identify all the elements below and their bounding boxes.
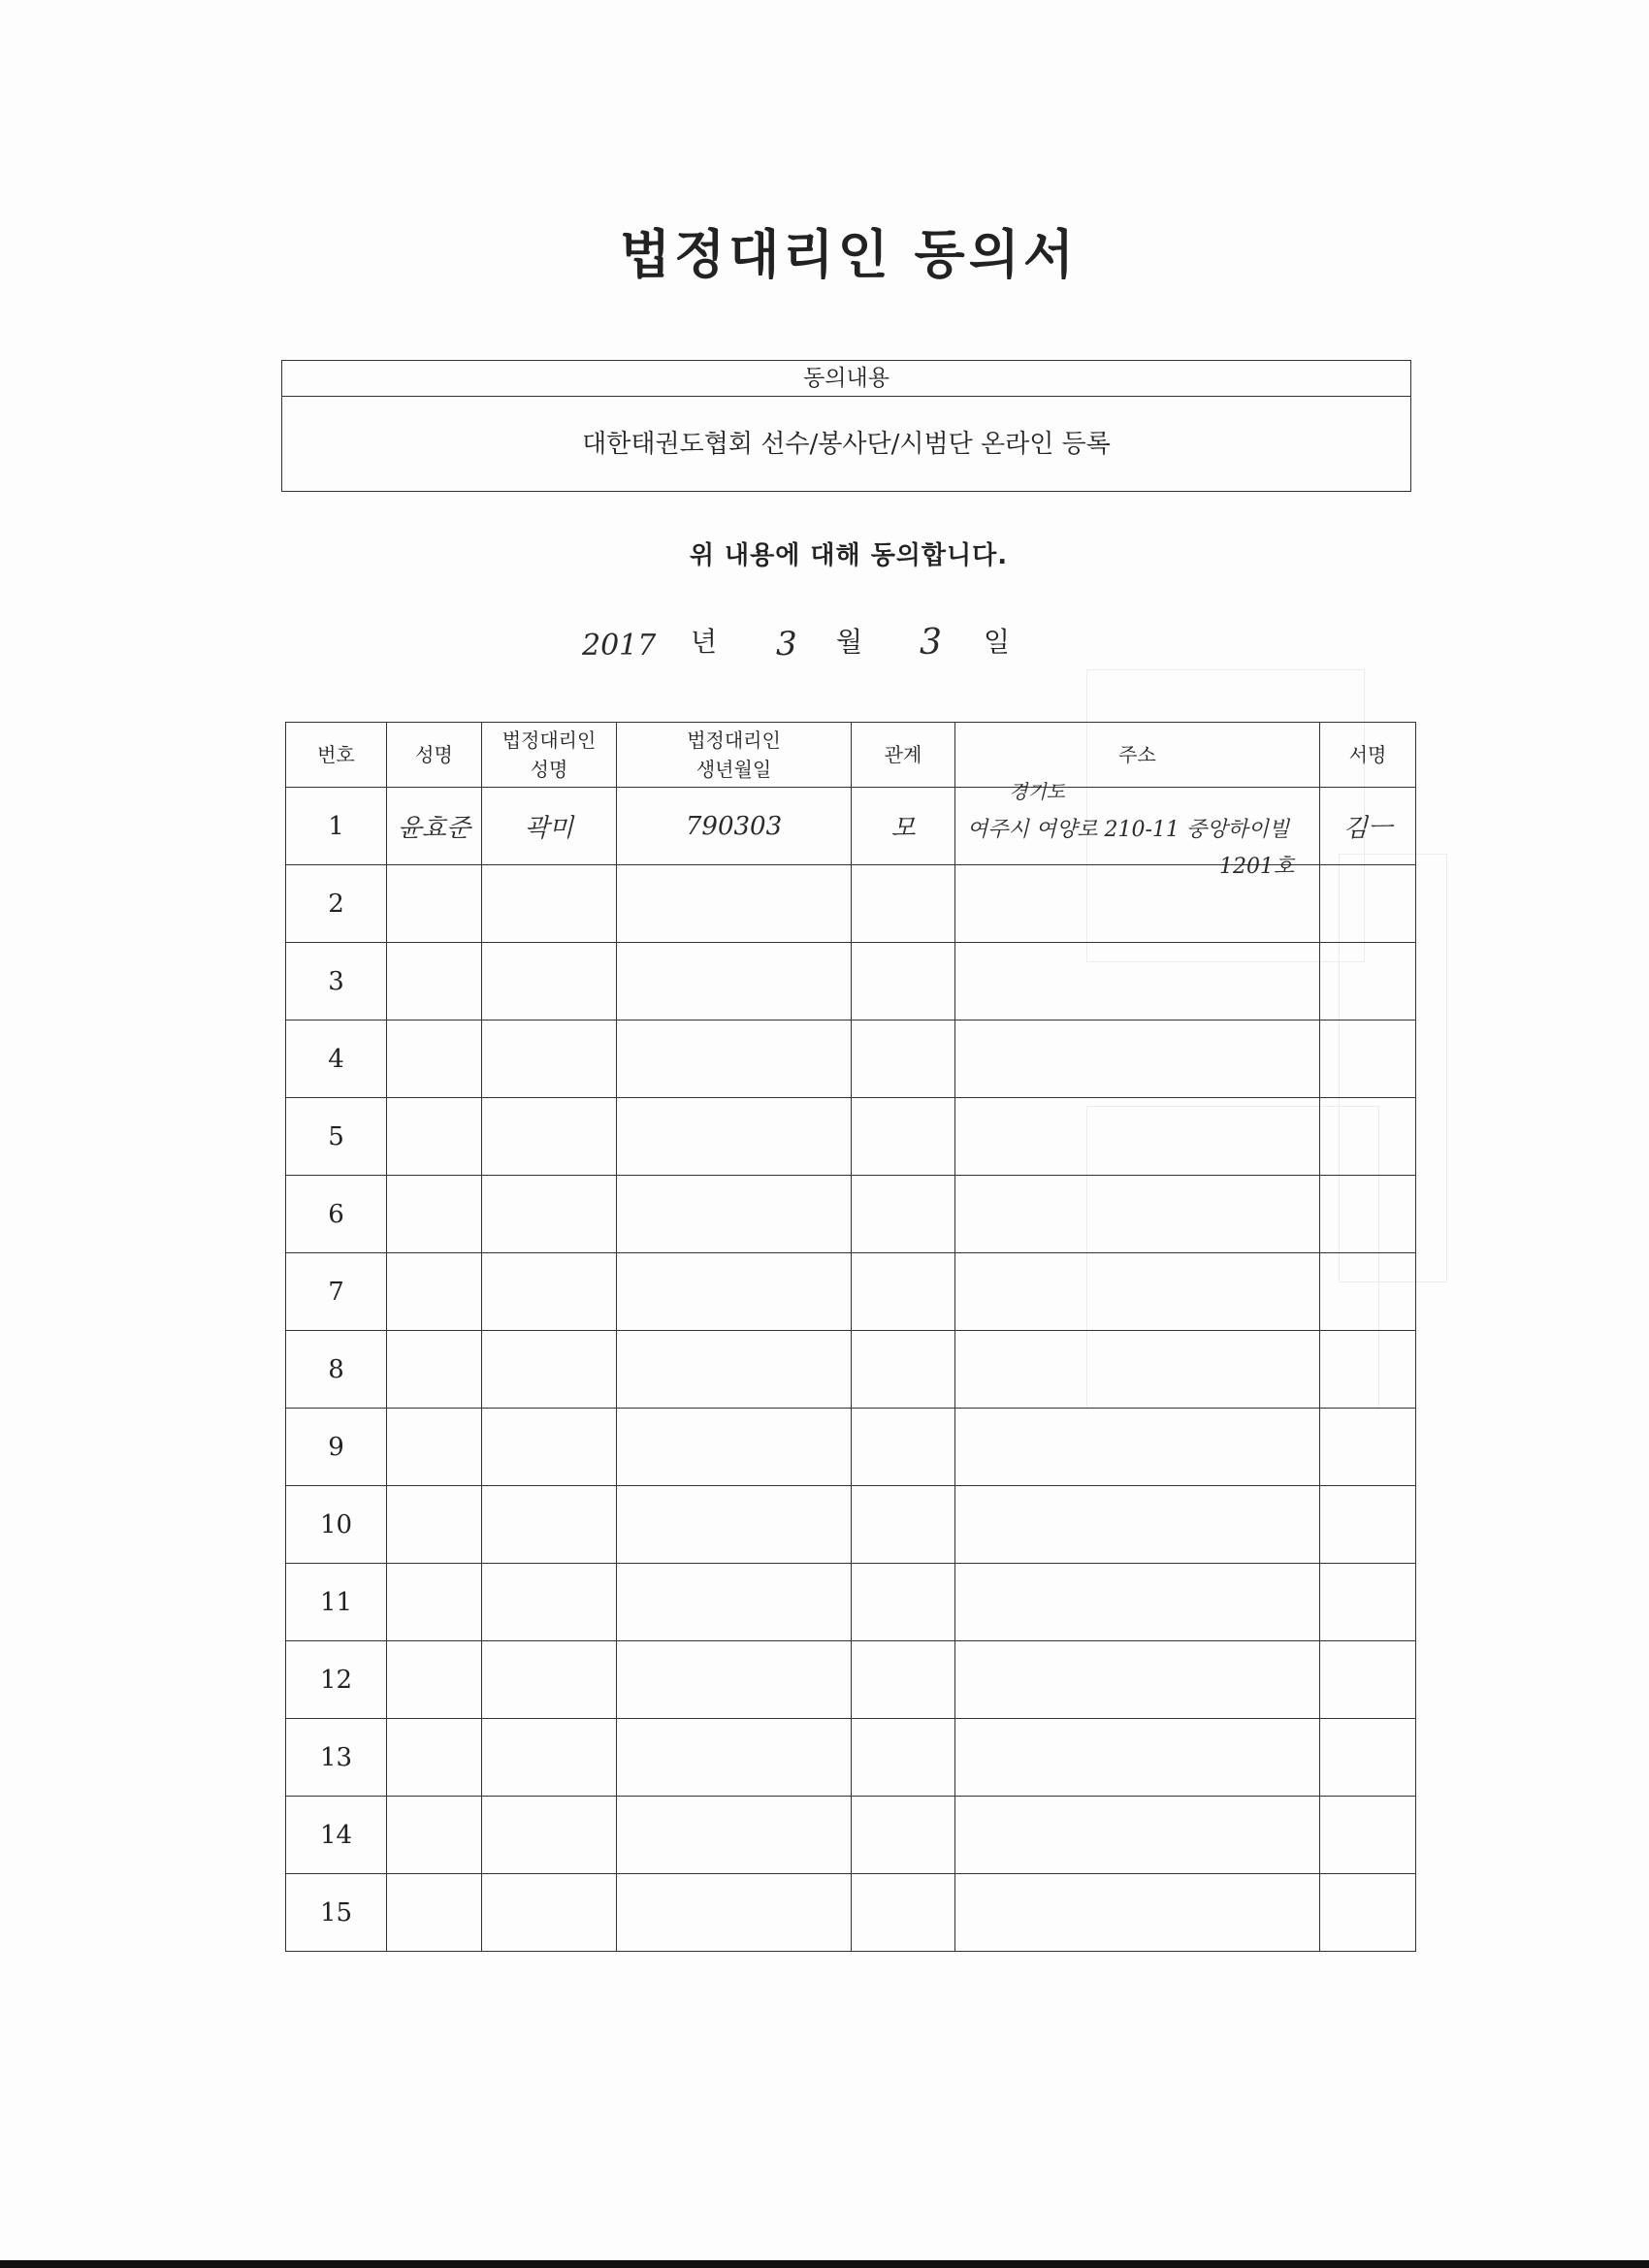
guardian-birthdate [617, 1797, 852, 1874]
relation [852, 1021, 955, 1098]
header-relation: 관계 [852, 723, 955, 788]
student-name [387, 943, 482, 1021]
student-name [387, 1021, 482, 1098]
relation [852, 1641, 955, 1719]
consent-header: 동의내용 [282, 361, 1410, 397]
agree-statement: 위 내용에 대해 동의합니다. [689, 541, 1009, 570]
guardian-name [482, 1874, 617, 1952]
relation [852, 943, 955, 1021]
signature [1320, 1641, 1416, 1719]
row-number: 10 [286, 1486, 387, 1564]
table-row [286, 1486, 1416, 1564]
row-number: 4 [286, 1021, 387, 1098]
date-day-label: 일 [984, 626, 1011, 658]
signature [1320, 1409, 1416, 1486]
guardian-birthdate [617, 1253, 852, 1331]
guardian-name [482, 1564, 617, 1641]
row-number: 9 [286, 1409, 387, 1486]
guardian-birthdate [617, 1331, 852, 1409]
guardian-birthdate: 790303 [617, 788, 852, 865]
guardian-name [482, 1409, 617, 1486]
row-number: 8 [286, 1331, 387, 1409]
address-cell [955, 1486, 1320, 1564]
guardian-birthdate [617, 865, 852, 943]
signature [1320, 1253, 1416, 1331]
row-number: 5 [286, 1098, 387, 1176]
address-unit: 1201호 [1219, 855, 1295, 879]
header-name: 성명 [387, 723, 482, 788]
student-name [387, 1176, 482, 1253]
guardian-name [482, 1719, 617, 1797]
header-guardian-birth-line1: 법정대리인 [687, 729, 781, 752]
signature [1320, 1719, 1416, 1797]
signature [1320, 1797, 1416, 1874]
signature [1320, 1098, 1416, 1176]
guardian-name [482, 1021, 617, 1098]
header-address: 주소 [955, 723, 1320, 788]
relation [852, 1874, 955, 1952]
table-row [286, 1797, 1416, 1874]
guardian-name [482, 865, 617, 943]
signature [1320, 1564, 1416, 1641]
guardian-name [482, 943, 617, 1021]
address-cell [955, 1176, 1320, 1253]
header-guardian-name [482, 723, 617, 788]
guardian-name: 곽미 [482, 788, 617, 865]
row-number: 11 [286, 1564, 387, 1641]
header-guardian-name-line2: 성명 [530, 758, 568, 781]
row-number: 15 [286, 1874, 387, 1952]
row-number: 13 [286, 1719, 387, 1797]
relation: 모 [852, 788, 955, 865]
relation [852, 1176, 955, 1253]
address-cell [955, 943, 1320, 1021]
date-day: 3 [920, 623, 942, 663]
guardian-birthdate [617, 1409, 852, 1486]
table-row [286, 1719, 1416, 1797]
consent-content: 대한태권도협회 선수/봉사단/시범단 온라인 등록 [582, 430, 1111, 459]
guardian-birthdate [617, 1176, 852, 1253]
table-row [286, 1331, 1416, 1409]
address-cell [955, 780, 1320, 879]
guardian-name [482, 1486, 617, 1564]
relation [852, 1797, 955, 1874]
table-row [286, 1874, 1416, 1952]
student-name: 윤효준 [387, 788, 482, 865]
guardian-birthdate [617, 1719, 852, 1797]
address-cell [955, 1331, 1320, 1409]
row-number: 7 [286, 1253, 387, 1331]
student-name [387, 1874, 482, 1952]
address-cell [955, 1409, 1320, 1486]
table-row [286, 1253, 1416, 1331]
signature [1320, 1874, 1416, 1952]
row-number: 14 [286, 1797, 387, 1874]
table-row [286, 943, 1416, 1021]
signature [1320, 1021, 1416, 1098]
guardian-birthdate [617, 1874, 852, 1952]
signature [1320, 943, 1416, 1021]
relation [852, 1098, 955, 1176]
scan-edge-bar [0, 2260, 1649, 2268]
row-number: 12 [286, 1641, 387, 1719]
table-row [286, 1098, 1416, 1176]
student-name [387, 865, 482, 943]
table-row [286, 1176, 1416, 1253]
guardian-name [482, 1098, 617, 1176]
header-signature: 서명 [1320, 723, 1416, 788]
table-row [286, 788, 1416, 865]
guardian-birthdate [617, 1564, 852, 1641]
address-cell [955, 1021, 1320, 1098]
guardian-name [482, 1641, 617, 1719]
address-cell [955, 1719, 1320, 1797]
guardian-name [482, 1331, 617, 1409]
header-no: 번호 [286, 723, 387, 788]
row-number: 1 [286, 788, 387, 865]
guardian-birthdate [617, 1486, 852, 1564]
row-number: 6 [286, 1176, 387, 1253]
student-name [387, 1641, 482, 1719]
student-name [387, 1098, 482, 1176]
address-cell [955, 1098, 1320, 1176]
address-cell [955, 1641, 1320, 1719]
table-row [286, 1409, 1416, 1486]
consent-box [281, 360, 1411, 492]
guardian-birthdate [617, 1641, 852, 1719]
student-name [387, 1253, 482, 1331]
row-number: 3 [286, 943, 387, 1021]
table-row [286, 1021, 1416, 1098]
relation [852, 865, 955, 943]
signature [1320, 1176, 1416, 1253]
document-title: 법정대리인 동의서 [619, 224, 1079, 285]
date-year: 2017 [582, 629, 657, 663]
signature [1320, 1486, 1416, 1564]
relation [852, 1253, 955, 1331]
student-name [387, 1564, 482, 1641]
date-month-label: 월 [836, 626, 863, 658]
date-year-label: 년 [691, 626, 718, 658]
guardian-table [285, 722, 1416, 1952]
guardian-birthdate [617, 1098, 852, 1176]
address-cell [955, 1564, 1320, 1641]
guardian-name [482, 1797, 617, 1874]
relation [852, 1564, 955, 1641]
table-row [286, 1564, 1416, 1641]
guardian-birthdate [617, 943, 852, 1021]
signature: 김ㅡ [1320, 788, 1416, 865]
student-name [387, 1797, 482, 1874]
signature [1320, 865, 1416, 943]
signature [1320, 1331, 1416, 1409]
table-row [286, 1641, 1416, 1719]
relation [852, 1409, 955, 1486]
student-name [387, 1331, 482, 1409]
header-guardian-birth [617, 723, 852, 788]
table-header-row [286, 723, 1416, 788]
date-month: 3 [776, 625, 797, 664]
address-cell [955, 1797, 1320, 1874]
address-cell [955, 1253, 1320, 1331]
guardian-name [482, 1253, 617, 1331]
guardian-name [482, 1176, 617, 1253]
row-number: 2 [286, 865, 387, 943]
student-name [387, 1409, 482, 1486]
relation [852, 1719, 955, 1797]
address-cell [955, 1874, 1320, 1952]
header-guardian-birth-line2: 생년월일 [695, 758, 772, 781]
relation [852, 1486, 955, 1564]
student-name [387, 1486, 482, 1564]
address-street: 여주시 여양로 210-11 중앙하이빌 [967, 818, 1290, 842]
address-province: 경기도 [1009, 780, 1065, 803]
student-name [387, 1719, 482, 1797]
relation [852, 1331, 955, 1409]
guardian-birthdate [617, 1021, 852, 1098]
header-guardian-name-line1: 법정대리인 [501, 729, 597, 752]
